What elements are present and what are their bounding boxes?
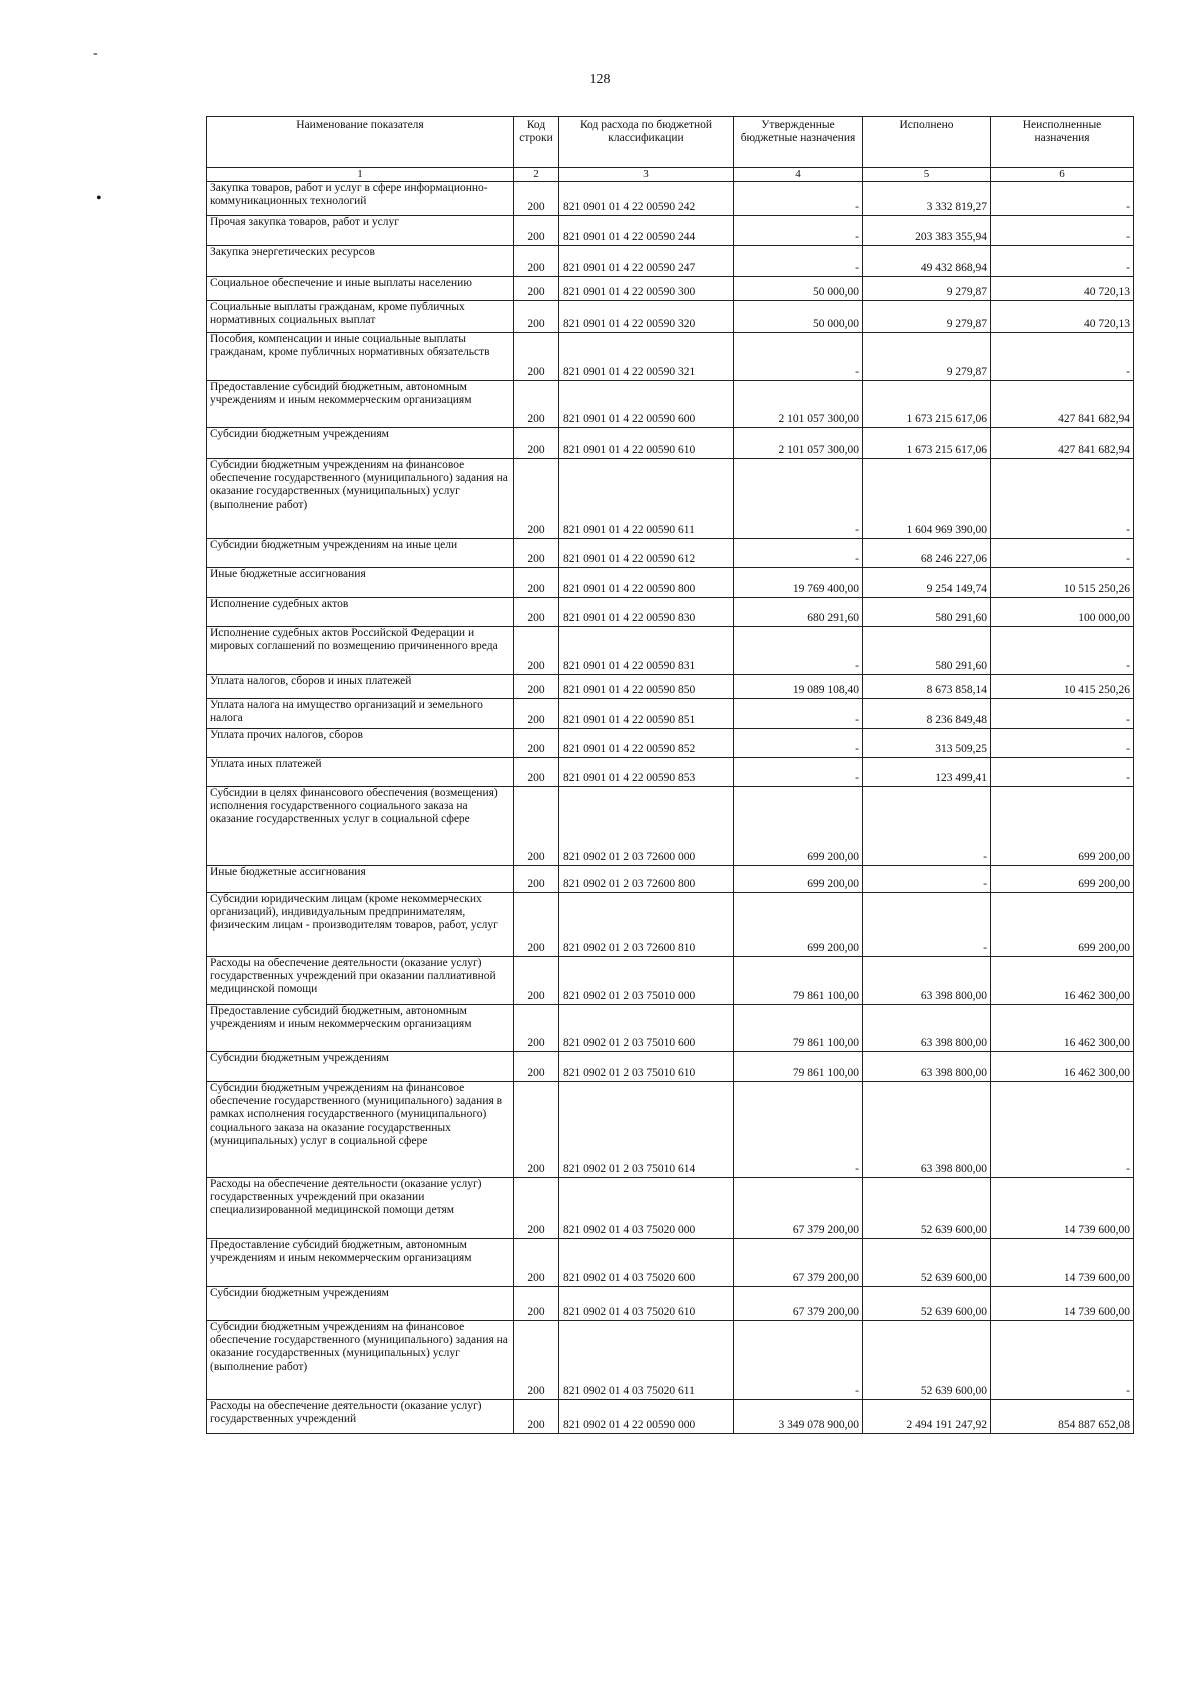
row-unexecuted: 16 462 300,00 [991, 1052, 1134, 1082]
row-executed: 9 279,87 [863, 301, 991, 333]
row-expense-code: 821 0901 01 4 22 00590 852 [559, 729, 734, 758]
row-executed: 63 398 800,00 [863, 1005, 991, 1052]
row-unexecuted: - [991, 1082, 1134, 1178]
column-number: 5 [863, 168, 991, 182]
row-expense-code: 821 0901 01 4 22 00590 853 [559, 758, 734, 787]
row-name: Закупка энергетических ресурсов [207, 246, 514, 277]
table-row [207, 1052, 1134, 1082]
row-name: Исполнение судебных актов Российской Федерации и мировых соглашений по возмещению причиненного вреда [207, 627, 514, 675]
table-row [207, 1321, 1134, 1400]
row-unexecuted: - [991, 539, 1134, 568]
column-number: 2 [514, 168, 559, 182]
column-number: 4 [734, 168, 863, 182]
row-line-code: 200 [514, 1052, 559, 1082]
row-name: Субсидии бюджетным учреждениям на финансовое обеспечение государственного (муниципального) задания на оказание государственных (муниципальных) услуг (выполнение работ) [207, 459, 514, 539]
row-approved: 79 861 100,00 [734, 1005, 863, 1052]
row-executed: - [863, 866, 991, 893]
header-name: Наименование показателя [207, 117, 514, 168]
row-executed: 52 639 600,00 [863, 1287, 991, 1321]
row-expense-code: 821 0902 01 2 03 72600 800 [559, 866, 734, 893]
row-executed: 68 246 227,06 [863, 539, 991, 568]
row-expense-code: 821 0901 01 4 22 00590 321 [559, 333, 734, 381]
table-body [207, 182, 1134, 1434]
row-line-code: 200 [514, 598, 559, 627]
row-unexecuted: 427 841 682,94 [991, 381, 1134, 428]
row-executed: 63 398 800,00 [863, 957, 991, 1005]
table-row [207, 1239, 1134, 1287]
row-executed: 9 279,87 [863, 333, 991, 381]
row-executed: 203 383 355,94 [863, 216, 991, 246]
scan-dash-mark: - [93, 46, 98, 61]
row-line-code: 200 [514, 893, 559, 957]
row-unexecuted: 10 515 250,26 [991, 568, 1134, 598]
row-name: Субсидии бюджетным учреждениям [207, 1052, 514, 1082]
table-row [207, 893, 1134, 957]
row-name: Пособия, компенсации и иные социальные выплаты гражданам, кроме публичных нормативных обязательств [207, 333, 514, 381]
row-line-code: 200 [514, 277, 559, 301]
row-line-code: 200 [514, 1321, 559, 1400]
table-row [207, 301, 1134, 333]
row-unexecuted: 40 720,13 [991, 301, 1134, 333]
row-executed: 2 494 191 247,92 [863, 1400, 991, 1434]
row-name: Предоставление субсидий бюджетным, автономным учреждениям и иным некоммерческим организациям [207, 381, 514, 428]
row-executed: 63 398 800,00 [863, 1082, 991, 1178]
row-expense-code: 821 0902 01 2 03 72600 000 [559, 787, 734, 866]
table-row [207, 277, 1134, 301]
row-line-code: 200 [514, 182, 559, 216]
row-name: Субсидии в целях финансового обеспечения (возмещения) исполнения государственного социального заказа на оказание государственных услуг в социальной сфере [207, 787, 514, 866]
table-row [207, 598, 1134, 627]
table-row [207, 428, 1134, 459]
row-approved: 50 000,00 [734, 301, 863, 333]
row-executed: 8 673 858,14 [863, 675, 991, 699]
row-approved: - [734, 627, 863, 675]
row-unexecuted: 854 887 652,08 [991, 1400, 1134, 1434]
table-row [207, 675, 1134, 699]
row-approved: 3 349 078 900,00 [734, 1400, 863, 1434]
row-approved: 50 000,00 [734, 277, 863, 301]
row-name: Субсидии бюджетным учреждениям на финансовое обеспечение государственного (муниципального) задания в рамках исполнения государственного (муниципального) социального заказа на оказание государственных (муниципальных) услуг в социальной сфере [207, 1082, 514, 1178]
row-name: Закупка товаров, работ и услуг в сфере информационно-коммуникационных технологий [207, 182, 514, 216]
row-name: Социальные выплаты гражданам, кроме публичных нормативных социальных выплат [207, 301, 514, 333]
table-row [207, 333, 1134, 381]
row-expense-code: 821 0902 01 2 03 75010 000 [559, 957, 734, 1005]
table-row [207, 787, 1134, 866]
budget-execution-table [206, 116, 1134, 1434]
row-line-code: 200 [514, 1400, 559, 1434]
row-line-code: 200 [514, 246, 559, 277]
row-executed: 1 673 215 617,06 [863, 428, 991, 459]
row-name: Уплата налога на имущество организаций и земельного налога [207, 699, 514, 729]
row-expense-code: 821 0902 01 2 03 75010 614 [559, 1082, 734, 1178]
row-line-code: 200 [514, 729, 559, 758]
row-expense-code: 821 0901 01 4 22 00590 610 [559, 428, 734, 459]
row-unexecuted: - [991, 1321, 1134, 1400]
row-approved: - [734, 729, 863, 758]
table-row [207, 1287, 1134, 1321]
row-name: Социальное обеспечение и иные выплаты населению [207, 277, 514, 301]
row-executed: 1 604 969 390,00 [863, 459, 991, 539]
table-row [207, 539, 1134, 568]
row-unexecuted: 699 200,00 [991, 866, 1134, 893]
row-name: Субсидии бюджетным учреждениям [207, 1287, 514, 1321]
row-line-code: 200 [514, 539, 559, 568]
row-name: Уплата иных платежей [207, 758, 514, 787]
table-row [207, 459, 1134, 539]
table-row [207, 729, 1134, 758]
row-unexecuted: 10 415 250,26 [991, 675, 1134, 699]
row-unexecuted: 16 462 300,00 [991, 957, 1134, 1005]
table-row [207, 1178, 1134, 1239]
row-approved: - [734, 1082, 863, 1178]
row-line-code: 200 [514, 699, 559, 729]
row-approved: - [734, 758, 863, 787]
row-executed: 1 673 215 617,06 [863, 381, 991, 428]
table-row [207, 699, 1134, 729]
row-approved: 19 089 108,40 [734, 675, 863, 699]
row-approved: - [734, 182, 863, 216]
row-name: Субсидии бюджетным учреждениям на иные цели [207, 539, 514, 568]
row-approved: 67 379 200,00 [734, 1178, 863, 1239]
row-line-code: 200 [514, 333, 559, 381]
row-executed: 9 279,87 [863, 277, 991, 301]
row-expense-code: 821 0902 01 4 03 75020 000 [559, 1178, 734, 1239]
table-row [207, 182, 1134, 216]
row-approved: 699 200,00 [734, 866, 863, 893]
row-unexecuted: 699 200,00 [991, 787, 1134, 866]
row-approved: 2 101 057 300,00 [734, 428, 863, 459]
row-expense-code: 821 0901 01 4 22 00590 611 [559, 459, 734, 539]
row-line-code: 200 [514, 1287, 559, 1321]
row-approved: - [734, 539, 863, 568]
row-executed: 52 639 600,00 [863, 1239, 991, 1287]
row-executed: 3 332 819,27 [863, 182, 991, 216]
row-name: Субсидии бюджетным учреждениям на финансовое обеспечение государственного (муниципального) задания на оказание государственных (муниципальных) услуг (выполнение работ) [207, 1321, 514, 1400]
row-name: Предоставление субсидий бюджетным, автономным учреждениям и иным некоммерческим организациям [207, 1239, 514, 1287]
row-line-code: 200 [514, 568, 559, 598]
row-approved: - [734, 1321, 863, 1400]
row-line-code: 200 [514, 1178, 559, 1239]
row-expense-code: 821 0901 01 4 22 00590 850 [559, 675, 734, 699]
row-expense-code: 821 0901 01 4 22 00590 247 [559, 246, 734, 277]
row-unexecuted: - [991, 333, 1134, 381]
row-expense-code: 821 0901 01 4 22 00590 830 [559, 598, 734, 627]
column-number: 3 [559, 168, 734, 182]
row-executed: - [863, 787, 991, 866]
header-approved: Утвержденные бюджетные назначения [734, 117, 863, 168]
row-unexecuted: 14 739 600,00 [991, 1239, 1134, 1287]
row-name: Предоставление субсидий бюджетным, автономным учреждениям и иным некоммерческим организациям [207, 1005, 514, 1052]
row-line-code: 200 [514, 381, 559, 428]
column-number-row [207, 168, 1134, 182]
row-unexecuted: 100 000,00 [991, 598, 1134, 627]
header-executed: Исполнено [863, 117, 991, 168]
row-executed: 63 398 800,00 [863, 1052, 991, 1082]
row-expense-code: 821 0901 01 4 22 00590 800 [559, 568, 734, 598]
row-expense-code: 821 0901 01 4 22 00590 244 [559, 216, 734, 246]
row-expense-code: 821 0902 01 2 03 75010 610 [559, 1052, 734, 1082]
table-row [207, 866, 1134, 893]
row-line-code: 200 [514, 627, 559, 675]
row-unexecuted: - [991, 729, 1134, 758]
row-approved: 67 379 200,00 [734, 1287, 863, 1321]
row-approved: 19 769 400,00 [734, 568, 863, 598]
row-executed: 49 432 868,94 [863, 246, 991, 277]
row-line-code: 200 [514, 758, 559, 787]
row-name: Субсидии юридическим лицам (кроме некоммерческих организаций), индивидуальным предпринимателям, физическим лицам - производителям товаров, работ, услуг [207, 893, 514, 957]
row-expense-code: 821 0902 01 2 03 72600 810 [559, 893, 734, 957]
column-number: 1 [207, 168, 514, 182]
row-expense-code: 821 0901 01 4 22 00590 300 [559, 277, 734, 301]
table-row [207, 627, 1134, 675]
row-expense-code: 821 0902 01 4 03 75020 610 [559, 1287, 734, 1321]
row-line-code: 200 [514, 1005, 559, 1052]
row-executed: 52 639 600,00 [863, 1321, 991, 1400]
header-unexecuted: Неисполненные назначения [991, 117, 1134, 168]
row-line-code: 200 [514, 301, 559, 333]
row-approved: 680 291,60 [734, 598, 863, 627]
table-row [207, 381, 1134, 428]
row-unexecuted: 40 720,13 [991, 277, 1134, 301]
row-name: Расходы на обеспечение деятельности (оказание услуг) государственных учреждений при оказании паллиативной медицинской помощи [207, 957, 514, 1005]
row-approved: 699 200,00 [734, 787, 863, 866]
row-expense-code: 821 0902 01 4 22 00590 000 [559, 1400, 734, 1434]
table-row [207, 1082, 1134, 1178]
table-row [207, 216, 1134, 246]
header-line-code: Код строки [514, 117, 559, 168]
row-line-code: 200 [514, 1082, 559, 1178]
row-approved: - [734, 246, 863, 277]
row-unexecuted: - [991, 182, 1134, 216]
row-line-code: 200 [514, 216, 559, 246]
row-executed: 313 509,25 [863, 729, 991, 758]
row-unexecuted: - [991, 627, 1134, 675]
row-approved: 2 101 057 300,00 [734, 381, 863, 428]
row-unexecuted: - [991, 459, 1134, 539]
row-executed: 123 499,41 [863, 758, 991, 787]
row-expense-code: 821 0901 01 4 22 00590 600 [559, 381, 734, 428]
row-expense-code: 821 0902 01 2 03 75010 600 [559, 1005, 734, 1052]
row-line-code: 200 [514, 1239, 559, 1287]
page-number: 128 [589, 72, 611, 87]
row-name: Расходы на обеспечение деятельности (оказание услуг) государственных учреждений при оказании специализированной медицинской помощи детям [207, 1178, 514, 1239]
row-name: Уплата прочих налогов, сборов [207, 729, 514, 758]
table-row [207, 1400, 1134, 1434]
row-unexecuted: - [991, 216, 1134, 246]
row-name: Уплата налогов, сборов и иных платежей [207, 675, 514, 699]
row-name: Прочая закупка товаров, работ и услуг [207, 216, 514, 246]
row-approved: 699 200,00 [734, 893, 863, 957]
table-row [207, 957, 1134, 1005]
row-executed: 9 254 149,74 [863, 568, 991, 598]
row-unexecuted: - [991, 758, 1134, 787]
row-approved: - [734, 699, 863, 729]
row-expense-code: 821 0901 01 4 22 00590 851 [559, 699, 734, 729]
row-executed: 52 639 600,00 [863, 1178, 991, 1239]
row-expense-code: 821 0901 01 4 22 00590 831 [559, 627, 734, 675]
table-row [207, 568, 1134, 598]
row-executed: 8 236 849,48 [863, 699, 991, 729]
row-expense-code: 821 0901 01 4 22 00590 320 [559, 301, 734, 333]
table-row [207, 1005, 1134, 1052]
row-unexecuted: - [991, 699, 1134, 729]
row-expense-code: 821 0901 01 4 22 00590 242 [559, 182, 734, 216]
row-line-code: 200 [514, 459, 559, 539]
row-approved: 79 861 100,00 [734, 1052, 863, 1082]
row-approved: - [734, 459, 863, 539]
row-expense-code: 821 0901 01 4 22 00590 612 [559, 539, 734, 568]
row-executed: - [863, 893, 991, 957]
table-row [207, 246, 1134, 277]
row-approved: 67 379 200,00 [734, 1239, 863, 1287]
row-line-code: 200 [514, 675, 559, 699]
row-approved: - [734, 333, 863, 381]
row-name: Иные бюджетные ассигнования [207, 568, 514, 598]
row-line-code: 200 [514, 866, 559, 893]
row-approved: - [734, 216, 863, 246]
column-number: 6 [991, 168, 1134, 182]
row-approved: 79 861 100,00 [734, 957, 863, 1005]
row-unexecuted: 427 841 682,94 [991, 428, 1134, 459]
row-expense-code: 821 0902 01 4 03 75020 600 [559, 1239, 734, 1287]
row-unexecuted: 16 462 300,00 [991, 1005, 1134, 1052]
row-executed: 580 291,60 [863, 627, 991, 675]
row-expense-code: 821 0902 01 4 03 75020 611 [559, 1321, 734, 1400]
table-row [207, 758, 1134, 787]
row-line-code: 200 [514, 428, 559, 459]
header-expense-code: Код расхода по бюджетной классификации [559, 117, 734, 168]
row-line-code: 200 [514, 787, 559, 866]
header-row [207, 117, 1134, 168]
row-name: Субсидии бюджетным учреждениям [207, 428, 514, 459]
row-unexecuted: 14 739 600,00 [991, 1178, 1134, 1239]
row-executed: 580 291,60 [863, 598, 991, 627]
row-line-code: 200 [514, 957, 559, 1005]
row-name: Исполнение судебных актов [207, 598, 514, 627]
row-name: Иные бюджетные ассигнования [207, 866, 514, 893]
row-unexecuted: 699 200,00 [991, 893, 1134, 957]
row-unexecuted: - [991, 246, 1134, 277]
row-unexecuted: 14 739 600,00 [991, 1287, 1134, 1321]
scan-dot-mark: • [96, 190, 102, 207]
row-name: Расходы на обеспечение деятельности (оказание услуг) государственных учреждений [207, 1400, 514, 1434]
